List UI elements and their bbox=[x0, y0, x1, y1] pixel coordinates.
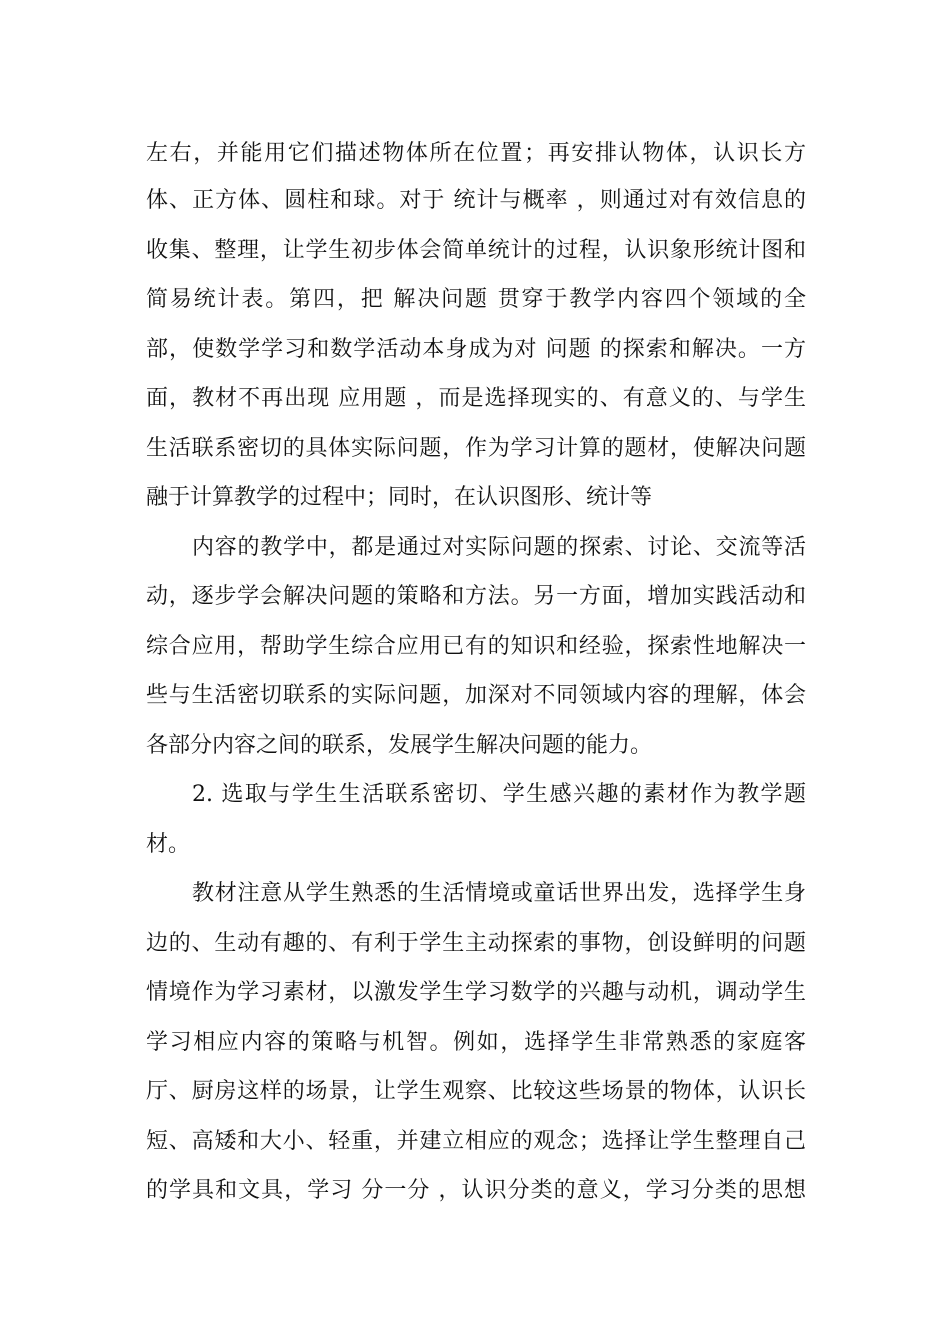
paragraph-1-line-2: 体、正方体、圆柱和球。对于 统计与概率 ，则通过对有效信息的 bbox=[146, 188, 806, 213]
paragraph-3-line-5: 厅、厨房这样的场景，让学生观察、比较这些场景的物体，认识长 bbox=[146, 1079, 806, 1104]
section-heading-2-line-2: 材。 bbox=[146, 832, 191, 857]
paragraph-2-line-3: 综合应用，帮助学生综合应用已有的知识和经验，探索性地解决一 bbox=[146, 634, 806, 659]
paragraph-3-line-2: 边的、生动有趣的、有利于学生主动探索的事物，创设鲜明的问题 bbox=[146, 931, 806, 956]
paragraph-3-line-1: 教材注意从学生熟悉的生活情境或童话世界出发，选择学生身 bbox=[192, 881, 806, 906]
paragraph-1-line-7: 生活联系密切的具体实际问题，作为学习计算的题材，使解决问题 bbox=[146, 436, 806, 461]
paragraph-1-line-3: 收集、整理，让学生初步体会简单统计的过程，认识象形统计图和 bbox=[146, 238, 806, 263]
section-heading-2-line-1: 2. 选取与学生生活联系密切、学生感兴趣的素材作为教学题 bbox=[192, 782, 806, 807]
paragraph-3-line-7: 的学具和文具，学习 分一分 ，认识分类的意义，学习分类的思想 bbox=[146, 1178, 806, 1203]
paragraph-1-line-4: 简易统计表。第四，把 解决问题 贯穿于教学内容四个领域的全 bbox=[146, 287, 806, 312]
paragraph-2-line-1: 内容的教学中，都是通过对实际问题的探索、讨论、交流等活 bbox=[192, 535, 806, 560]
paragraph-2-line-2: 动，逐步学会解决问题的策略和方法。另一方面，增加实践活动和 bbox=[146, 584, 806, 609]
paragraph-1-line-5: 部，使数学学习和数学活动本身成为对 问题 的探索和解决。一方 bbox=[146, 337, 806, 362]
paragraph-3-line-3: 情境作为学习素材，以激发学生学习数学的兴趣与动机，调动学生 bbox=[146, 980, 806, 1005]
paragraph-3-line-6: 短、高矮和大小、轻重，并建立相应的观念；选择让学生整理自己 bbox=[146, 1129, 806, 1154]
paragraph-3-line-4: 学习相应内容的策略与机智。例如，选择学生非常熟悉的家庭客 bbox=[146, 1030, 806, 1055]
paragraph-1-line-8: 融于计算教学的过程中；同时，在认识图形、统计等 bbox=[146, 485, 653, 510]
paragraph-1-line-6: 面，教材不再出现 应用题 ，而是选择现实的、有意义的、与学生 bbox=[146, 386, 806, 411]
paragraph-2-line-4: 些与生活密切联系的实际问题，加深对不同领域内容的理解，体会 bbox=[146, 683, 806, 708]
paragraph-2-line-5: 各部分内容之间的联系，发展学生解决问题的能力。 bbox=[146, 733, 653, 758]
paragraph-1-line-1: 左右，并能用它们描述物体所在位置；再安排认物体，认识长方 bbox=[146, 141, 806, 166]
